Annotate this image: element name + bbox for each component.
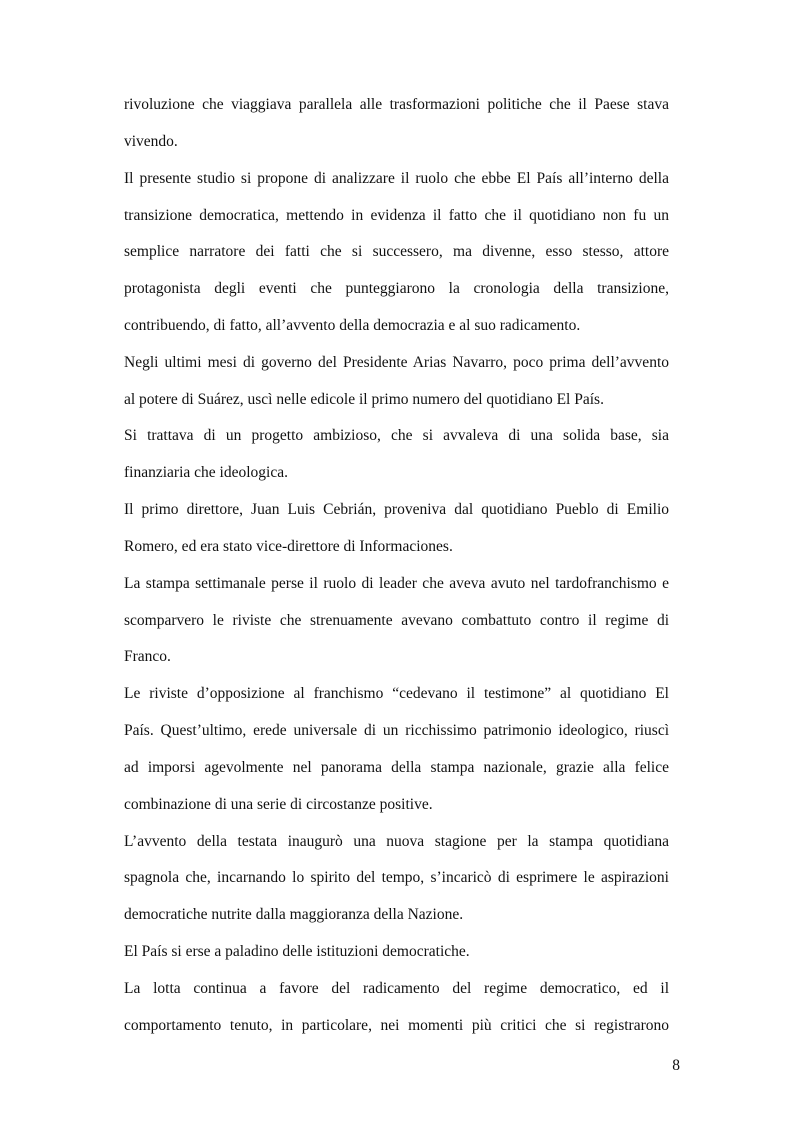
text-line: Il presente studio si propone di analizzare il ruolo che ebbe El País all’interno della (124, 170, 669, 187)
text-line: scomparvero le riviste che strenuamente avevano combattuto contro il regime di (124, 612, 669, 629)
text-line: transizione democratica, mettendo in evidenza il fatto che il quotidiano non fu un (124, 207, 669, 224)
text-line: finanziaria che ideologica. (124, 464, 288, 481)
text-line: Le riviste d’opposizione al franchismo “cedevano il testimone” al quotidiano El (124, 685, 669, 702)
text-line: combinazione di una serie di circostanze positive. (124, 796, 433, 813)
text-line: La stampa settimanale perse il ruolo di leader che aveva avuto nel tardofranchismo e (124, 575, 669, 592)
text-line: semplice narratore dei fatti che si successero, ma divenne, esso stesso, attore (124, 243, 669, 260)
text-line: Romero, ed era stato vice-direttore di Informaciones. (124, 538, 453, 555)
page-number: 8 (672, 1057, 680, 1074)
text-line: rivoluzione che viaggiava parallela alle trasformazioni politiche che il Paese stava (124, 96, 669, 113)
text-line: Franco. (124, 648, 171, 665)
text-line: protagonista degli eventi che punteggiarono la cronologia della transizione, (124, 280, 669, 297)
text-line: spagnola che, incarnando lo spirito del tempo, s’incaricò di esprimere le aspirazioni (124, 869, 669, 886)
text-line: contribuendo, di fatto, all’avvento della democrazia e al suo radicamento. (124, 317, 581, 334)
text-line: Negli ultimi mesi di governo del Presidente Arias Navarro, poco prima dell’avvento (124, 354, 669, 371)
text-line: vivendo. (124, 133, 178, 150)
text-line: al potere di Suárez, uscì nelle edicole il primo numero del quotidiano El País. (124, 391, 604, 408)
text-line: L’avvento della testata inaugurò una nuova stagione per la stampa quotidiana (124, 833, 669, 850)
text-line: comportamento tenuto, in particolare, nei momenti più critici che si registrarono (124, 1017, 669, 1034)
text-line: País. Quest’ultimo, erede universale di un ricchissimo patrimonio ideologico, riuscì (124, 722, 669, 739)
text-line: Si trattava di un progetto ambizioso, che si avvaleva di una solida base, sia (124, 427, 669, 444)
text-line: Il primo direttore, Juan Luis Cebrián, proveniva dal quotidiano Pueblo di Emilio (124, 501, 669, 518)
text-line: El País si erse a paladino delle istituzioni democratiche. (124, 943, 470, 960)
text-line: democratiche nutrite dalla maggioranza della Nazione. (124, 906, 464, 923)
text-line: ad imporsi agevolmente nel panorama della stampa nazionale, grazie alla felice (124, 759, 669, 776)
text-line: La lotta continua a favore del radicamento del regime democratico, ed il (124, 980, 669, 997)
